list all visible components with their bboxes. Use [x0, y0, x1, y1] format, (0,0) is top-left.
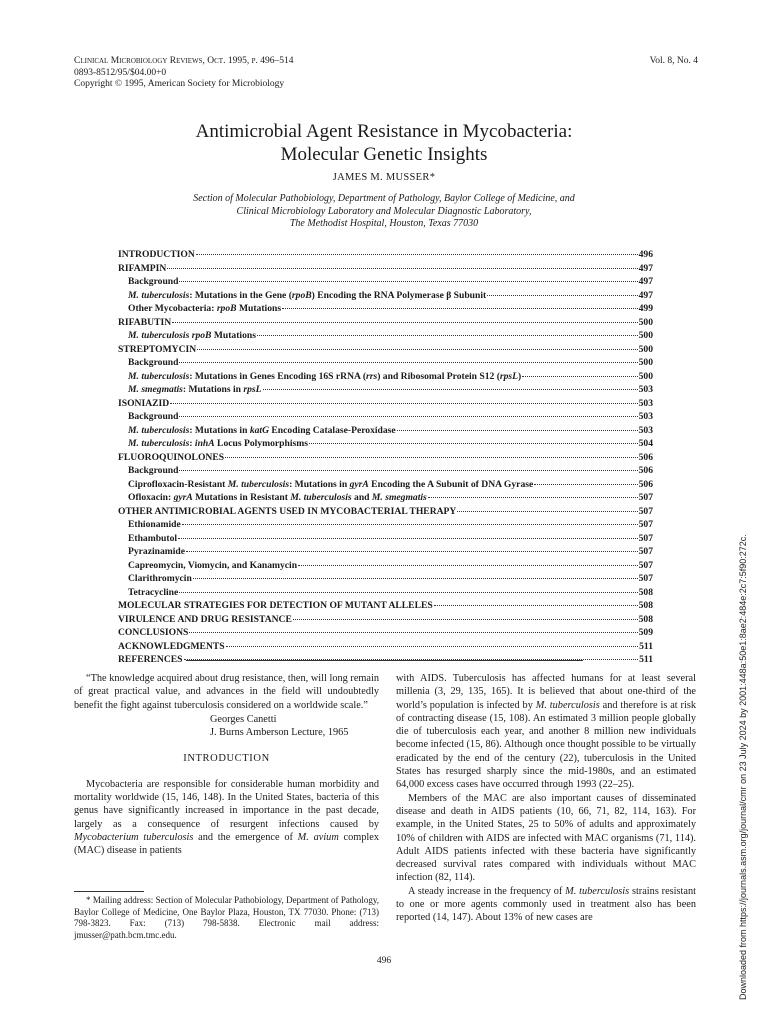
toc-entry-label: VIRULENCE AND DRUG RESISTANCE	[118, 613, 292, 625]
toc-entry-page: 497	[638, 289, 653, 301]
footnote	[74, 895, 379, 941]
author-name: JAMES M. MUSSER*	[332, 172, 436, 183]
toc-entry-page: 497	[638, 276, 653, 287]
toc-entry	[118, 545, 653, 559]
toc-entry	[118, 262, 653, 276]
toc-leader-dots	[397, 430, 638, 431]
intro-paragraph: Mycobacteria are responsible for considerable human morbidity and mortality worldwide (15, 146, 148). In the United States, bacteria of this genus have significantly increased in importance in the past decade, largely as a consequence of resurgent infections caused by Mycobacterium tuberculosis and the emergence of M. avium complex (MAC) disease in patients	[74, 778, 379, 857]
toc-entry-page: 500	[638, 316, 653, 328]
toc-leader-dots	[170, 403, 637, 404]
affiliation	[0, 193, 768, 231]
affiliation-line: The Methodist Hospital, Houston, Texas 77030	[289, 218, 479, 229]
toc-entry-page: 499	[638, 303, 653, 314]
toc-leader-dots	[263, 389, 638, 390]
toc-entry-label: OTHER ANTIMICROBIAL AGENTS USED IN MYCOBACTERIAL THERAPY	[118, 505, 457, 517]
toc-leader-dots	[179, 281, 637, 282]
toc-leader-dots	[179, 362, 637, 363]
toc-entry-page: 504	[638, 438, 653, 449]
toc-entry-label: RIFABUTIN	[118, 316, 172, 328]
toc-entry	[118, 464, 653, 478]
toc-entry-label: Background	[128, 357, 179, 368]
toc-entry-label: CONCLUSIONS	[118, 627, 189, 638]
article-title-line-1: Antimicrobial Agent Resistance in Mycobacteria:	[195, 121, 573, 142]
left-column	[74, 672, 379, 858]
toc-entry	[118, 410, 653, 424]
divider-rule	[186, 660, 583, 661]
toc-entry-page: 508	[638, 600, 653, 611]
toc-leader-dots	[178, 538, 638, 539]
toc-entry-label: Other Mycobacteria: rpoB Mutations	[128, 303, 282, 314]
copyright-line: Copyright © 1995, American Society for Microbiology	[74, 79, 285, 89]
toc-entry	[118, 397, 653, 411]
toc-entry	[118, 640, 653, 654]
toc-leader-dots	[457, 511, 637, 512]
toc-entry-label: FLUOROQUINOLONES	[118, 451, 225, 463]
toc-leader-dots	[197, 349, 637, 350]
toc-entry-page: 507	[638, 573, 653, 584]
toc-entry	[118, 451, 653, 465]
toc-entry-page: 503	[638, 411, 653, 422]
toc-leader-dots	[167, 268, 637, 269]
epigraph-quote: “The knowledge acquired about drug resistance, then, will long remain of great practical value, and advances in the field will undoubtedly benefit the fight against tuberculosis considered on a worldwide scale.”	[74, 673, 379, 711]
toc-entry-page: 511	[639, 654, 653, 665]
article-title-line-2: Molecular Genetic Insights	[280, 144, 488, 165]
toc-leader-dots	[225, 457, 638, 458]
toc-entry-label: Background	[128, 276, 179, 287]
toc-leader-dots	[172, 322, 637, 323]
toc-entry-label: Capreomycin, Viomycin, and Kanamycin	[128, 559, 298, 571]
toc-entry	[118, 491, 653, 505]
toc-entry-page: 500	[638, 370, 653, 382]
toc-entry-page: 508	[638, 613, 653, 625]
affiliation-line: Section of Molecular Pathobiology, Department of Pathology, Baylor College of Medicine, and	[193, 193, 575, 204]
toc-entry-label: Pyrazinamide	[128, 546, 186, 557]
toc-entry	[118, 383, 653, 397]
journal-line: Clinical Microbiology Reviews, Oct. 1995, p. 496–514	[74, 56, 294, 66]
toc-entry-label: Clarithromycin	[128, 573, 192, 584]
toc-entry-page: 509	[638, 627, 653, 638]
toc-entry	[118, 356, 653, 370]
toc-entry-label: M. smegmatis: Mutations in rpsL	[128, 384, 262, 395]
toc-entry-page: 500	[638, 357, 653, 368]
journal-header	[74, 56, 293, 91]
toc-entry-page: 497	[638, 262, 653, 274]
toc-entry-label: INTRODUCTION	[118, 249, 195, 260]
body-paragraph: Members of the MAC are also important causes of disseminated disease and death in AIDS patients (10, 66, 71, 82, 114, 163). For example, in the United States, 25 to 50% of adults and approximately 10% of children with AIDS are infected with MAC organisms (71, 114). Adult AIDS patients infected with these bacteria have significantly decreased survival rates compared with individuals without MAC infection (82, 114).	[396, 792, 696, 884]
affiliation-line: Clinical Microbiology Laboratory and Molecular Diagnostic Laboratory,	[236, 205, 532, 217]
toc-entry	[118, 248, 653, 262]
footnote-text: * Mailing address: Section of Molecular Pathobiology, Department of Pathology, Baylor College of Medicine, One Baylor Plaza, Houston, TX 77030. Phone: (713) 798-3823. Fax: (713) 798-5838. Electronic mail address: jmusser@path.bcm.tmc.edu.	[74, 895, 379, 940]
toc-entry-label: M. tuberculosis: Mutations in katG Encoding Catalase-Peroxidase	[128, 424, 396, 436]
toc-entry-label: STREPTOMYCIN	[118, 343, 197, 355]
toc-leader-dots	[226, 646, 639, 647]
toc-entry-page: 506	[638, 451, 653, 463]
toc-entry-label: M. tuberculosis rpoB Mutations	[128, 330, 256, 341]
toc-entry-page: 507	[638, 519, 653, 530]
toc-leader-dots	[309, 443, 638, 444]
toc-leader-dots	[487, 295, 637, 296]
toc-entry-label: Background	[128, 465, 179, 476]
toc-leader-dots	[179, 592, 637, 593]
volume-label: Vol. 8, No. 4	[649, 56, 698, 66]
toc-entry	[118, 532, 653, 546]
toc-entry-page: 507	[638, 559, 653, 571]
toc-entry-label: Ethambutol	[128, 532, 178, 544]
toc-entry	[118, 329, 653, 343]
toc-entry-page: 507	[638, 546, 653, 557]
toc-entry	[118, 626, 653, 640]
toc-entry-label: M. tuberculosis: inhA Locus Polymorphisms	[128, 438, 308, 449]
toc-entry-page: 500	[638, 330, 653, 341]
toc-entry-label: Background	[128, 411, 179, 422]
toc-entry-label: Ofloxacin: gyrA Mutations in Resistant M. tuberculosis and M. smegmatis	[128, 492, 427, 503]
toc-entry	[118, 370, 653, 384]
toc-entry-label: MOLECULAR STRATEGIES FOR DETECTION OF MUTANT ALLELES	[118, 600, 433, 611]
toc-entry-page: 508	[638, 586, 653, 598]
toc-entry-page: 506	[638, 465, 653, 476]
toc-entry-label: M. tuberculosis: Mutations in the Gene (rpoB) Encoding the RNA Polymerase β Subunit	[128, 289, 487, 301]
toc-entry	[118, 586, 653, 600]
toc-leader-dots	[428, 497, 638, 498]
toc-entry-page: 496	[638, 249, 653, 260]
toc-leader-dots	[193, 578, 638, 579]
toc-entry	[118, 572, 653, 586]
toc-leader-dots	[189, 632, 637, 633]
toc-entry-page: 503	[638, 384, 653, 395]
section-heading-introduction: INTRODUCTION	[183, 753, 270, 765]
toc-entry	[118, 289, 653, 303]
toc-entry-label: Ethionamide	[128, 519, 181, 530]
toc-leader-dots	[257, 335, 638, 336]
footnote-rule	[74, 891, 144, 892]
epigraph-source: J. Burns Amberson Lecture, 1965	[210, 727, 349, 739]
toc-entry	[118, 478, 653, 492]
toc-leader-dots	[179, 416, 637, 417]
body-paragraph: A steady increase in the frequency of M. tuberculosis strains resistant to one or more agents commonly used in treatment also has been reported (14, 147). About 13% of new cases are	[396, 885, 696, 924]
toc-leader-dots	[186, 551, 638, 552]
epigraph-attribution	[74, 713, 379, 740]
toc-entry-label: Tetracycline	[128, 586, 179, 598]
toc-entry	[118, 437, 653, 451]
toc-entry-page: 511	[639, 640, 653, 652]
toc-leader-dots	[298, 565, 638, 566]
epigraph-author: Georges Canetti	[210, 713, 277, 725]
toc-leader-dots	[182, 524, 638, 525]
toc-entry	[118, 316, 653, 330]
toc-entry-page: 503	[638, 424, 653, 436]
right-column	[396, 672, 696, 925]
body-paragraph: with AIDS. Tuberculosis has affected humans for at least several millenia (3, 29, 135, 165). It is believed that about one-third of the world’s population is infected by M. tuberculosis and therefore is at risk of contracting disease (15, 108). An estimated 3 million people globally die of tuberculosis each year, and another 8 million new individuals become infected (15, 86). Although once thought possible to be virtually eradicated by the end of the century (22), tuberculosis in the United States has resurged sharply since the mid-1980s, and an estimated 64,000 excess cases have occurred through 1993 (22–25).	[396, 673, 696, 791]
toc-entry	[118, 613, 653, 627]
toc-leader-dots	[179, 470, 637, 471]
toc-entry	[118, 424, 653, 438]
toc-entry-label: M. tuberculosis: Mutations in Genes Encoding 16S rRNA (rrs) and Ribosomal Protein S12 (rpsL)	[128, 370, 522, 382]
toc-entry-label: Ciprofloxacin-Resistant M. tuberculosis: Mutations in gyrA Encoding the A Subunit of DNA Gyrase	[128, 478, 534, 490]
toc-leader-dots	[434, 605, 638, 606]
toc-leader-dots	[282, 308, 638, 309]
page-number: 496	[376, 956, 392, 966]
toc-entry	[118, 343, 653, 357]
toc-entry	[118, 275, 653, 289]
download-note: Downloaded from https://journals.asm.org/journal/cmr on 23 July 2024 by 2001:448a:50e1:8ae2:484e:2c7:5f90:272c.	[738, 534, 748, 1000]
table-of-contents	[118, 248, 653, 667]
toc-entry-page: 507	[638, 492, 653, 503]
toc-entry-page: 503	[638, 397, 653, 409]
issn-line: 0893-8512/95/$04.00+0	[74, 67, 167, 78]
toc-entry-label: RIFAMPIN	[118, 262, 167, 274]
toc-leader-dots	[196, 254, 638, 255]
toc-entry-page: 506	[638, 478, 653, 490]
toc-leader-dots	[293, 619, 638, 620]
toc-entry-label: ACKNOWLEDGMENTS	[118, 640, 225, 652]
toc-leader-dots	[522, 376, 637, 377]
toc-entry	[118, 599, 653, 613]
toc-entry	[118, 302, 653, 316]
toc-entry-page: 500	[638, 343, 653, 355]
toc-entry	[118, 518, 653, 532]
toc-entry-page: 507	[638, 505, 653, 517]
toc-leader-dots	[534, 484, 637, 485]
toc-entry	[118, 559, 653, 573]
toc-entry-page: 507	[638, 532, 653, 544]
toc-entry	[118, 505, 653, 519]
toc-entry-label: ISONIAZID	[118, 397, 170, 409]
toc-entry-label: REFERENCES	[118, 654, 183, 665]
